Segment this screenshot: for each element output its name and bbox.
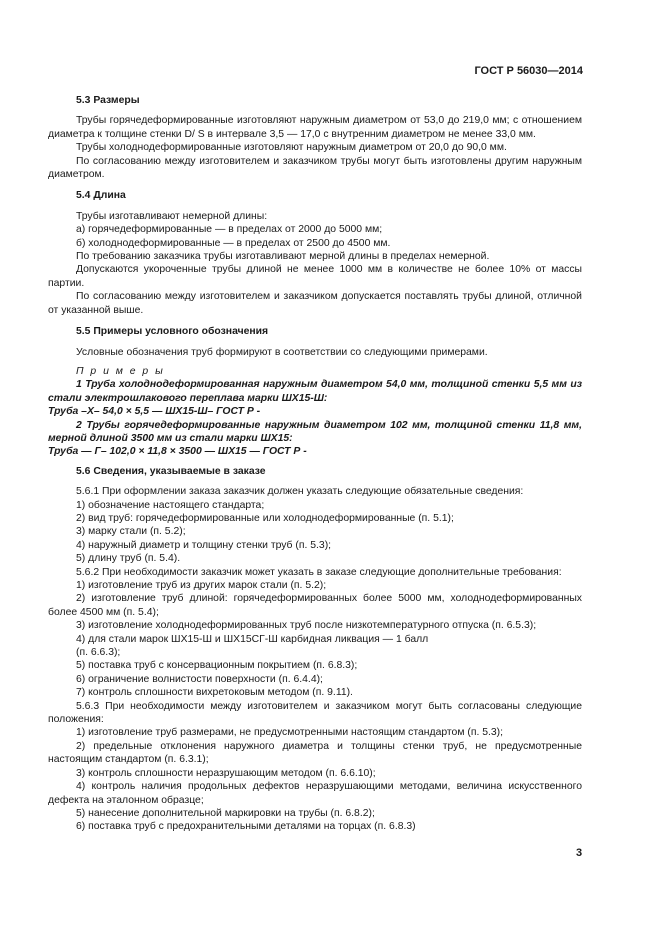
list-item: 5) поставка труб с консервационным покрытием (п. 6.8.3); xyxy=(76,660,358,672)
paragraph: По требованию заказчика трубы изготавливают мерной длины в пределах немерной. xyxy=(76,251,490,263)
list-item: 5) нанесение дополнительной маркировки на трубы (п. 6.8.2); xyxy=(76,807,375,819)
section-5-4-title: 5.4 Длина xyxy=(76,190,126,202)
standard-header: ГОСТ Р 56030—2014 xyxy=(474,65,583,77)
paragraph: Допускаются укороченные трубы длиной не менее 1000 мм в количестве не более 10% от массы партии. xyxy=(48,264,582,289)
page-number: 3 xyxy=(576,847,583,859)
list-item: 6) ограничение волнистости поверхности (п. 6.4.4); xyxy=(76,673,323,685)
list-item: 3) изготовление холоднодеформированных труб после низкотемпературного отпуска (п. 6.5.3); xyxy=(76,620,537,632)
paragraph: 5.6.1 При оформлении заказа заказчик должен указать следующие обязательные сведения: xyxy=(76,486,524,498)
example-2-code: Труба — Г– 102,0 × 11,8 × 3500 — ШХ15 — ГОСТ Р - xyxy=(48,446,307,458)
paragraph: 5.6.2 При необходимости заказчик может указать в заказе следующие дополнительные требования: xyxy=(76,566,562,578)
section-5-6-title: 5.6 Сведения, указываемые в заказе xyxy=(76,465,266,477)
paragraph: Условные обозначения труб формируют в соответствии со следующими примерами. xyxy=(76,346,488,358)
list-item: 6) поставка труб с предохранительными деталями на торцах (п. 6.8.3) xyxy=(76,821,416,833)
list-item: 7) контроль сплошности вихретоковым методом (п. 9.11). xyxy=(76,687,353,699)
paragraph: По согласованию между изготовителем и заказчиком допускается поставлять трубы длиной, отличной от указанной выше. xyxy=(48,291,582,316)
paragraph: По согласованию между изготовителем и заказчиком трубы могут быть изготовлены другим наружным диаметром. xyxy=(48,155,582,181)
examples-heading: П р и м е р ы xyxy=(76,365,165,377)
list-item: 5) длину труб (п. 5.4). xyxy=(76,553,181,565)
list-item: 1) изготовление труб размерами, не предусмотренными настоящим стандартом (п. 5.3); xyxy=(76,727,504,739)
list-item: 4) для стали марок ШХ15-Ш и ШХ15СГ-Ш карбидная ликвация — 1 балл xyxy=(76,633,429,645)
list-item: б) холоднодеформированные — в пределах от 2500 до 4500 мм. xyxy=(76,237,391,249)
list-item: 3) контроль сплошности неразрушающим методом (п. 6.6.10); xyxy=(76,767,376,779)
example-1-text: 1 Труба холоднодеформированная наружным диаметром 54,0 мм, толщиной стенки 5,5 мм из стали электрошлакового переплава марки ШХ15-Ш: xyxy=(48,379,582,404)
list-item: 4) контроль наличия продольных дефектов неразрушающими методами, величина искусственного дефекта на эталонном образце; xyxy=(48,781,582,806)
list-item: 2) предельные отклонения наружного диаметра и толщины стенки труб, не предусмотренные настоящим стандартом (п. 6.3.1); xyxy=(48,740,582,766)
list-item: 3) марку стали (п. 5.2); xyxy=(76,526,186,538)
list-item: 2) изготовление труб длиной: горячедеформированных более 5000 мм, холоднодеформированных более 4500 мм (п. 5.4); xyxy=(48,593,582,618)
paragraph: 5.6.3 При необходимости между изготовителем и заказчиком могут быть согласованы следующие положения: xyxy=(48,700,582,726)
paragraph: Трубы изготавливают немерной длины: xyxy=(76,210,268,222)
paragraph: Трубы горячедеформированные изготовляют наружным диаметром от 53,0 до 219,0 мм; с отношением диаметра к толщине стенки D/ S в интервале 3,5 — 17,0 с внутренним диаметром не менее 33,0 мм. xyxy=(48,115,582,140)
example-2-text: 2 Трубы горячедеформированные наружным диаметром 102 мм, толщиной стенки 11,8 мм, мерной длиной 3500 мм из стали марки ШХ15: xyxy=(48,419,582,444)
example-1-code: Труба –Х– 54,0 × 5,5 — ШХ15-Ш– ГОСТ Р - xyxy=(48,406,261,418)
page-content xyxy=(48,94,582,834)
paragraph: Трубы холоднодеформированные изготовляют наружным диаметром от 20,0 до 90,0 мм. xyxy=(76,142,507,154)
list-item: (п. 6.6.3); xyxy=(76,647,121,659)
list-item: 2) вид труб: горячедеформированные или холоднодеформированные (п. 5.1); xyxy=(76,512,454,524)
list-item: 1) обозначение настоящего стандарта; xyxy=(76,499,265,511)
section-5-5-title: 5.5 Примеры условного обозначения xyxy=(76,326,269,338)
list-item: 4) наружный диаметр и толщину стенки труб (п. 5.3); xyxy=(76,539,332,551)
list-item: а) горячедеформированные — в пределах от 2000 до 5000 мм; xyxy=(76,224,383,236)
section-5-3-title: 5.3 Размеры xyxy=(76,95,140,106)
list-item: 1) изготовление труб из других марок стали (п. 5.2); xyxy=(76,580,327,591)
